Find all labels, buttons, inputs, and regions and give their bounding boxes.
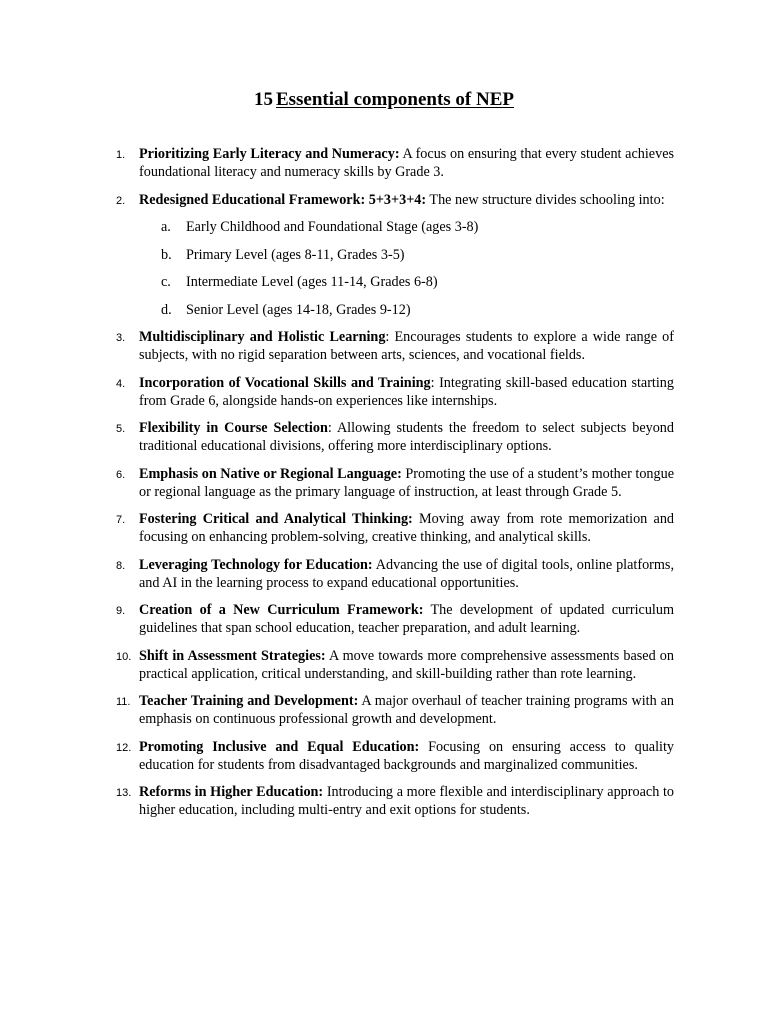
list-marker: 8. — [116, 559, 126, 572]
item-heading: Multidisciplinary and Holistic Learning — [139, 329, 386, 345]
list-item-6 — [0, 465, 768, 501]
item-text: A focus on ensuring that every student achieves foundational literacy and numeracy skills by Grade 3. — [139, 146, 675, 180]
item-heading: Shift in Assessment Strategies: — [139, 647, 326, 664]
item-text: The new structure divides schooling into: — [426, 191, 665, 208]
sub-marker: a. — [161, 219, 171, 235]
list-marker: 5. — [116, 423, 126, 435]
sub-item-a — [0, 218, 768, 236]
list-item-11 — [0, 692, 768, 728]
list-item-2 — [0, 191, 768, 209]
item-text: : Encourages students to explore a wide range of subjects, with no rigid separation between arts, sciences, and vocational fields. — [139, 329, 674, 363]
item-heading: Prioritizing Early Literacy and Numeracy: — [139, 146, 400, 162]
list-marker: 7. — [116, 514, 126, 526]
list-item-13 — [0, 783, 768, 819]
list-marker: 10. — [116, 650, 132, 663]
list-marker: 6. — [116, 468, 126, 481]
list-item-12 — [0, 738, 768, 774]
list-marker: 11. — [116, 696, 131, 708]
page-title — [0, 88, 768, 112]
item-text: The development of updated curriculum guidelines that span school education, teacher preparation, and adult learning. — [139, 602, 674, 636]
sub-item-text: Senior Level (ages 14-18, Grades 9-12) — [186, 301, 411, 318]
sub-item-text: Early Childhood and Foundational Stage (ages 3-8) — [186, 219, 479, 235]
list-marker: 3. — [116, 332, 126, 344]
item-text: Focusing on ensuring access to quality education for students from disadvantaged backgrounds and marginalized communities. — [139, 738, 675, 773]
list-item-3 — [0, 328, 768, 364]
title-text: Essential components of NEP — [275, 89, 515, 110]
sub-item-text: Primary Level (ages 8-11, Grades 3-5) — [186, 246, 405, 263]
item-heading: Teacher Training and Development: — [139, 693, 359, 709]
list-marker: 9. — [116, 605, 126, 617]
item-text: Introducing a more flexible and interdisciplinary approach to higher education, including multi-entry and exit options for students. — [139, 784, 674, 818]
sub-marker: c. — [161, 274, 171, 290]
item-heading: Redesigned Educational Framework: 5+3+3+4: — [139, 191, 427, 208]
list-item-10 — [0, 647, 768, 683]
sub-marker: b. — [161, 246, 172, 263]
item-heading: Emphasis on Native or Regional Language: — [139, 465, 402, 482]
components-list — [0, 145, 768, 829]
list-marker: 4. — [116, 377, 126, 390]
list-item-8 — [0, 556, 768, 592]
list-marker: 12. — [116, 741, 132, 754]
item-heading: Incorporation of Vocational Skills and Training — [139, 374, 431, 391]
list-marker: 1. — [116, 149, 126, 161]
item-heading: Fostering Critical and Analytical Thinking: — [139, 511, 413, 527]
list-item-5 — [0, 419, 768, 455]
item-heading: Leveraging Technology for Education: — [139, 556, 373, 573]
sub-item-c — [0, 273, 768, 291]
item-text: Promoting the use of a student’s mother tongue or regional language as the primary language of instruction, at least through Grade 5. — [139, 465, 674, 500]
title-number: 15 — [253, 89, 273, 110]
item-text: Advancing the use of digital tools, online platforms, and AI in the learning process to expand educational opportunities. — [139, 556, 674, 591]
item-heading: Reforms in Higher Education: — [139, 784, 324, 800]
item-heading: Creation of a New Curriculum Framework: — [139, 602, 424, 618]
list-marker: 13. — [116, 787, 132, 799]
item-text: Moving away from rote memorization and focusing on enhancing problem-solving, creative thinking, and analytical skills. — [139, 511, 675, 545]
sub-marker: d. — [161, 301, 172, 318]
list-item-9 — [0, 601, 768, 637]
item-text: A major overhaul of teacher training programs with an emphasis on continuous professional growth and development. — [139, 693, 674, 727]
sub-item-text: Intermediate Level (ages 11-14, Grades 6-8) — [186, 274, 438, 290]
list-marker: 2. — [116, 194, 126, 207]
sub-item-d — [0, 301, 768, 319]
item-heading: Flexibility in Course Selection — [139, 420, 328, 436]
item-text: : Integrating skill-based education starting from Grade 6, alongside hands-on experiences like internships. — [139, 374, 674, 409]
item-heading: Promoting Inclusive and Equal Education: — [139, 738, 420, 755]
list-item-1 — [0, 145, 768, 181]
list-item-7 — [0, 510, 768, 546]
sub-item-b — [0, 246, 768, 264]
item-text: : Allowing students the freedom to select subjects beyond traditional educational divisions, offering more interdisciplinary options. — [139, 420, 674, 454]
item-text: A move towards more comprehensive assessments based on practical application, critical understanding, and skill-building rather than rote learning. — [139, 647, 674, 682]
list-item-4 — [0, 374, 768, 410]
